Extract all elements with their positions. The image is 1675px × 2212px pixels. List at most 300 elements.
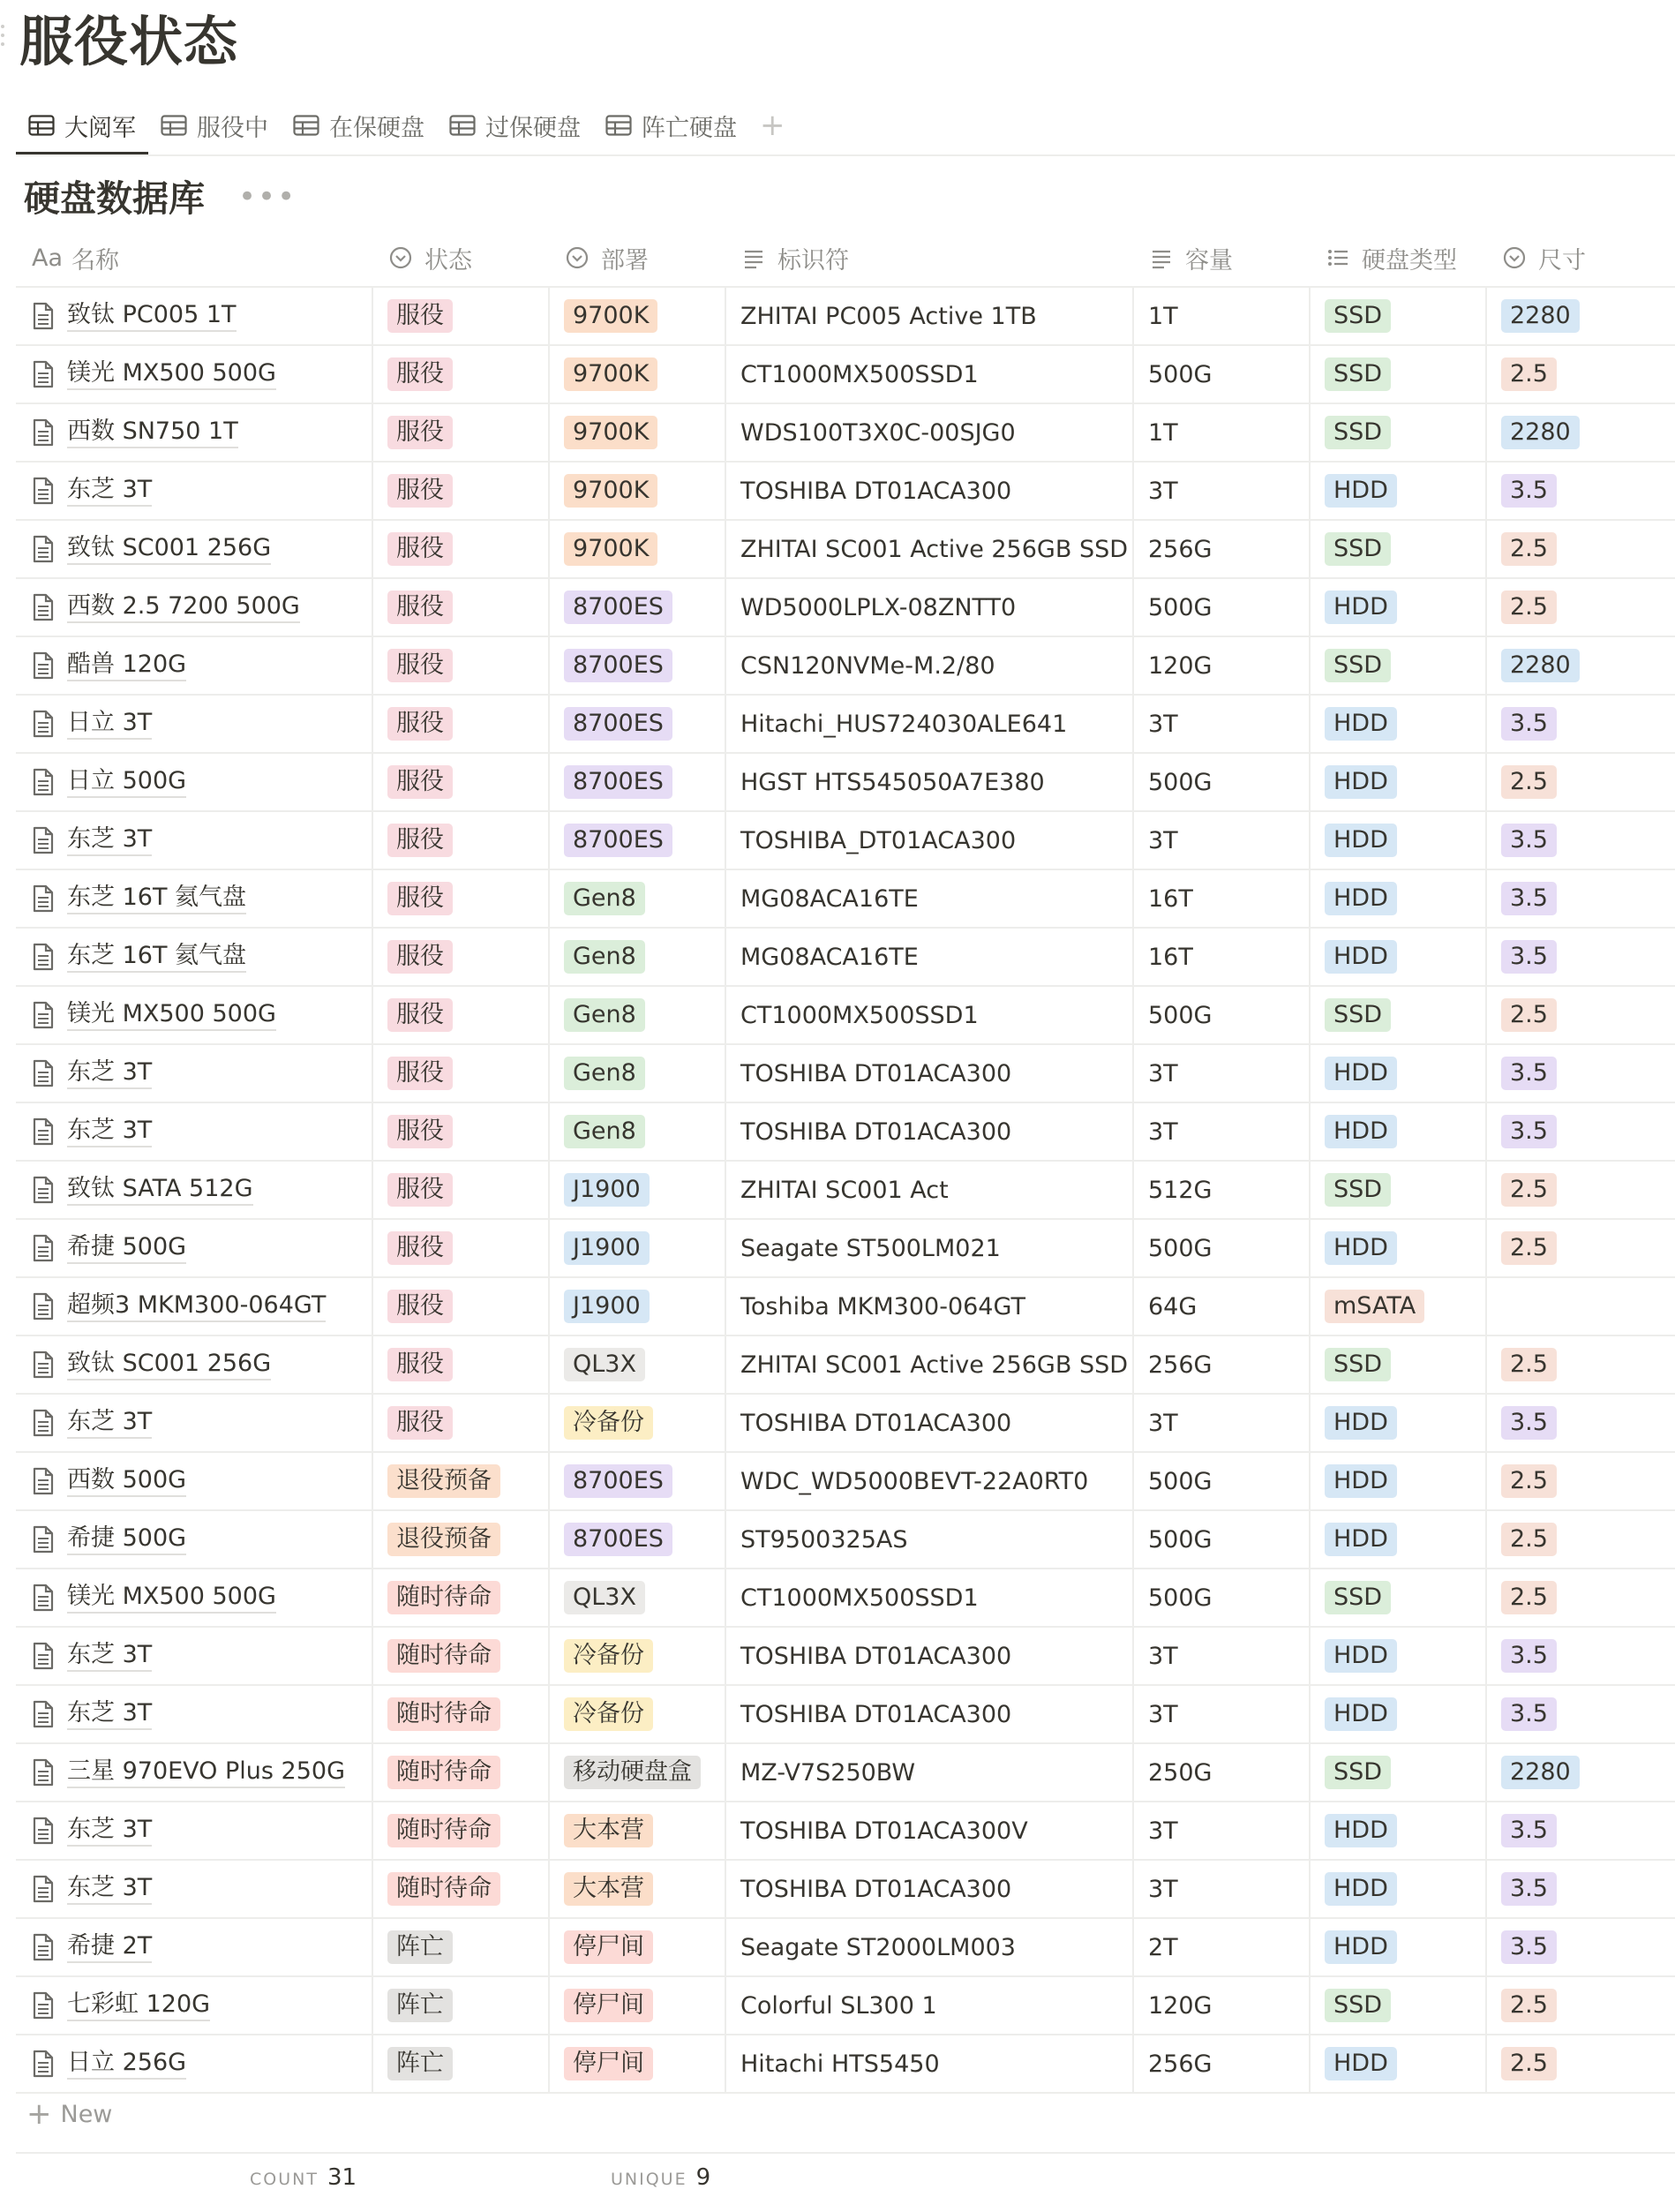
disk-type-cell[interactable] xyxy=(1311,1569,1487,1626)
column-header-name[interactable] xyxy=(16,229,373,286)
name-cell[interactable] xyxy=(16,2035,373,2092)
state-cell[interactable] xyxy=(373,1861,550,1917)
size-cell[interactable] xyxy=(1487,754,1675,810)
table-row[interactable] xyxy=(16,696,1675,754)
state-cell[interactable] xyxy=(373,696,550,752)
deploy-cell[interactable] xyxy=(550,1103,726,1160)
identifier-cell[interactable] xyxy=(726,346,1134,403)
column-header-size[interactable] xyxy=(1487,229,1675,286)
identifier-cell[interactable] xyxy=(726,2035,1134,2092)
deploy-cell[interactable] xyxy=(550,1395,726,1451)
identifier-cell[interactable] xyxy=(726,463,1134,519)
table-row[interactable] xyxy=(16,579,1675,637)
table-row[interactable] xyxy=(16,1395,1675,1453)
disk-type-cell[interactable] xyxy=(1311,987,1487,1043)
size-cell[interactable] xyxy=(1487,1220,1675,1276)
name-cell[interactable] xyxy=(16,812,373,869)
name-cell[interactable] xyxy=(16,1103,373,1160)
table-row[interactable] xyxy=(16,929,1675,987)
disk-type-cell[interactable] xyxy=(1311,1278,1487,1335)
capacity-cell[interactable] xyxy=(1134,637,1311,694)
table-row[interactable] xyxy=(16,404,1675,463)
state-cell[interactable] xyxy=(373,346,550,403)
row-name-link[interactable]: 东芝 16T 氦气盘 xyxy=(67,942,246,973)
name-cell[interactable] xyxy=(16,1511,373,1568)
disk-type-cell[interactable] xyxy=(1311,1162,1487,1218)
state-cell[interactable] xyxy=(373,987,550,1043)
state-cell[interactable] xyxy=(373,1220,550,1276)
deploy-cell-tag: Gen8 xyxy=(564,940,645,974)
row-name-link[interactable]: 东芝 3T xyxy=(67,1058,152,1089)
size-cell[interactable] xyxy=(1487,1569,1675,1626)
deploy-cell[interactable] xyxy=(550,1744,726,1801)
capacity-cell[interactable] xyxy=(1134,288,1311,344)
capacity-cell[interactable] xyxy=(1134,1162,1311,1218)
capacity-cell[interactable] xyxy=(1134,696,1311,752)
name-cell[interactable] xyxy=(16,1336,373,1393)
table-row[interactable] xyxy=(16,1861,1675,1919)
column-header-identifier[interactable] xyxy=(726,229,1134,286)
identifier-cell[interactable] xyxy=(726,637,1134,694)
identifier-cell[interactable] xyxy=(726,812,1134,869)
capacity-cell[interactable] xyxy=(1134,1744,1311,1801)
drag-handle-dots[interactable] xyxy=(0,21,5,56)
capacity-cell[interactable] xyxy=(1134,812,1311,869)
identifier-cell[interactable] xyxy=(726,1861,1134,1917)
deploy-cell[interactable] xyxy=(550,870,726,927)
row-name-link[interactable]: 致钛 SC001 256G xyxy=(67,1350,271,1381)
disk-type-cell[interactable] xyxy=(1311,696,1487,752)
identifier-cell[interactable] xyxy=(726,1628,1134,1684)
size-cell[interactable] xyxy=(1487,1395,1675,1451)
name-cell[interactable] xyxy=(16,696,373,752)
disk-type-cell[interactable] xyxy=(1311,1220,1487,1276)
table-row[interactable] xyxy=(16,1511,1675,1569)
size-cell[interactable] xyxy=(1487,1861,1675,1917)
disk-type-cell[interactable] xyxy=(1311,1103,1487,1160)
ellipsis-icon[interactable]: ••• xyxy=(238,179,297,214)
size-cell[interactable] xyxy=(1487,1977,1675,2034)
identifier-cell[interactable] xyxy=(726,1103,1134,1160)
identifier-cell[interactable] xyxy=(726,579,1134,636)
identifier-cell[interactable] xyxy=(726,1278,1134,1335)
state-cell[interactable] xyxy=(373,754,550,810)
row-name-link[interactable]: 西数 SN750 1T xyxy=(67,418,238,448)
add-view-plus-icon[interactable]: + xyxy=(760,108,785,143)
deploy-cell[interactable] xyxy=(550,1919,726,1975)
state-cell[interactable] xyxy=(373,1045,550,1102)
capacity-cell[interactable] xyxy=(1134,1861,1311,1917)
table-row[interactable] xyxy=(16,754,1675,812)
capacity-cell[interactable] xyxy=(1134,1628,1311,1684)
deploy-cell[interactable] xyxy=(550,1336,726,1393)
state-cell[interactable] xyxy=(373,1511,550,1568)
row-name-link[interactable]: 西数 500G xyxy=(67,1466,186,1497)
identifier-cell[interactable] xyxy=(726,696,1134,752)
disk-type-cell[interactable] xyxy=(1311,754,1487,810)
table-row[interactable] xyxy=(16,1220,1675,1278)
size-cell[interactable] xyxy=(1487,696,1675,752)
size-cell[interactable] xyxy=(1487,1278,1675,1335)
size-cell[interactable] xyxy=(1487,1919,1675,1975)
identifier-cell[interactable] xyxy=(726,1045,1134,1102)
disk-type-cell[interactable] xyxy=(1311,1045,1487,1102)
table-row[interactable] xyxy=(16,1336,1675,1395)
state-cell[interactable] xyxy=(373,637,550,694)
deploy-cell[interactable] xyxy=(550,1686,726,1742)
state-cell[interactable] xyxy=(373,1569,550,1626)
deploy-cell[interactable] xyxy=(550,579,726,636)
state-cell[interactable] xyxy=(373,1278,550,1335)
table-row[interactable] xyxy=(16,1628,1675,1686)
capacity-cell[interactable] xyxy=(1134,1919,1311,1975)
new-row-button[interactable] xyxy=(26,2096,112,2132)
tab-view-5[interactable] xyxy=(593,102,749,149)
state-cell[interactable] xyxy=(373,1686,550,1742)
state-cell[interactable] xyxy=(373,1453,550,1509)
identifier-cell[interactable] xyxy=(726,1919,1134,1975)
column-header-state[interactable] xyxy=(373,229,550,286)
deploy-cell[interactable] xyxy=(550,1162,726,1218)
state-cell[interactable] xyxy=(373,288,550,344)
row-name-link[interactable]: 希捷 500G xyxy=(67,1233,186,1264)
state-cell[interactable] xyxy=(373,1628,550,1684)
column-header-deploy[interactable] xyxy=(550,229,726,286)
deploy-cell[interactable] xyxy=(550,346,726,403)
name-cell[interactable] xyxy=(16,929,373,985)
state-cell[interactable] xyxy=(373,404,550,461)
name-cell[interactable] xyxy=(16,1686,373,1742)
table-row[interactable] xyxy=(16,812,1675,870)
table-row[interactable] xyxy=(16,1569,1675,1628)
capacity-cell[interactable] xyxy=(1134,1278,1311,1335)
disk-type-cell[interactable] xyxy=(1311,346,1487,403)
capacity-cell[interactable] xyxy=(1134,1395,1311,1451)
row-name-link[interactable]: 东芝 3T xyxy=(67,1641,152,1672)
capacity-cell[interactable] xyxy=(1134,521,1311,577)
disk-type-cell[interactable] xyxy=(1311,288,1487,344)
deploy-cell[interactable] xyxy=(550,1861,726,1917)
capacity-cell[interactable] xyxy=(1134,1511,1311,1568)
name-cell[interactable] xyxy=(16,637,373,694)
size-cell[interactable] xyxy=(1487,870,1675,927)
unique-calculation[interactable] xyxy=(611,2164,710,2191)
size-cell[interactable] xyxy=(1487,1103,1675,1160)
state-cell[interactable] xyxy=(373,812,550,869)
capacity-cell[interactable] xyxy=(1134,1336,1311,1393)
state-cell[interactable] xyxy=(373,1336,550,1393)
size-cell[interactable] xyxy=(1487,288,1675,344)
table-row[interactable] xyxy=(16,2035,1675,2094)
row-name-link[interactable]: 镁光 MX500 500G xyxy=(67,359,276,390)
tab-view-3[interactable] xyxy=(281,102,437,149)
table-row[interactable] xyxy=(16,1686,1675,1744)
deploy-cell[interactable] xyxy=(550,521,726,577)
name-cell[interactable] xyxy=(16,1162,373,1218)
capacity-cell[interactable] xyxy=(1134,346,1311,403)
row-name-link[interactable]: 东芝 3T xyxy=(67,1699,152,1730)
state-cell[interactable] xyxy=(373,1395,550,1451)
name-cell[interactable] xyxy=(16,288,373,344)
state-cell[interactable] xyxy=(373,579,550,636)
deploy-cell[interactable] xyxy=(550,404,726,461)
size-cell[interactable] xyxy=(1487,1453,1675,1509)
name-cell[interactable] xyxy=(16,1802,373,1859)
size-cell[interactable] xyxy=(1487,2035,1675,2092)
identifier-cell[interactable] xyxy=(726,1453,1134,1509)
disk-type-cell[interactable] xyxy=(1311,929,1487,985)
identifier-cell[interactable] xyxy=(726,1744,1134,1801)
tab-view-1[interactable] xyxy=(16,102,148,149)
capacity-cell[interactable] xyxy=(1134,1569,1311,1626)
capacity-cell[interactable] xyxy=(1134,2035,1311,2092)
size-cell-tag: 2.5 xyxy=(1501,357,1557,391)
row-name-link[interactable]: 致钛 PC005 1T xyxy=(67,301,237,332)
row-name-link[interactable]: 日立 500G xyxy=(67,767,186,798)
size-cell[interactable] xyxy=(1487,929,1675,985)
state-cell[interactable] xyxy=(373,1919,550,1975)
row-name-link[interactable]: 酷兽 120G xyxy=(67,651,186,681)
column-header-capacity[interactable] xyxy=(1134,229,1311,286)
size-cell[interactable] xyxy=(1487,346,1675,403)
name-cell[interactable] xyxy=(16,1220,373,1276)
disk-type-cell[interactable] xyxy=(1311,404,1487,461)
disk-type-cell[interactable] xyxy=(1311,1861,1487,1917)
deploy-cell[interactable] xyxy=(550,2035,726,2092)
deploy-cell[interactable] xyxy=(550,1977,726,2034)
identifier-cell[interactable] xyxy=(726,1162,1134,1218)
identifier-cell[interactable] xyxy=(726,1336,1134,1393)
row-name-link[interactable]: 三星 970EVO Plus 250G xyxy=(67,1757,345,1788)
row-name-link[interactable]: 西数 2.5 7200 500G xyxy=(67,592,300,623)
name-cell[interactable] xyxy=(16,1919,373,1975)
size-cell[interactable] xyxy=(1487,637,1675,694)
row-name-link[interactable]: 致钛 SATA 512G xyxy=(67,1175,253,1206)
size-cell[interactable] xyxy=(1487,812,1675,869)
identifier-cell[interactable] xyxy=(726,1569,1134,1626)
size-cell[interactable] xyxy=(1487,1336,1675,1393)
table-row[interactable] xyxy=(16,346,1675,404)
state-cell[interactable] xyxy=(373,870,550,927)
table-row[interactable] xyxy=(16,1977,1675,2035)
disk-type-cell[interactable] xyxy=(1311,521,1487,577)
deploy-cell[interactable] xyxy=(550,929,726,985)
disk-type-cell[interactable] xyxy=(1311,870,1487,927)
disk-type-cell[interactable] xyxy=(1311,1802,1487,1859)
name-cell[interactable] xyxy=(16,346,373,403)
identifier-cell[interactable] xyxy=(726,1220,1134,1276)
disk-type-cell[interactable] xyxy=(1311,579,1487,636)
size-cell[interactable] xyxy=(1487,521,1675,577)
name-cell[interactable] xyxy=(16,521,373,577)
tab-view-2[interactable] xyxy=(148,102,281,149)
name-cell[interactable] xyxy=(16,754,373,810)
row-name-link[interactable]: 镁光 MX500 500G xyxy=(67,1583,276,1614)
disk-type-cell[interactable] xyxy=(1311,1686,1487,1742)
disk-type-cell[interactable] xyxy=(1311,1336,1487,1393)
name-cell[interactable] xyxy=(16,1977,373,2034)
table-row[interactable] xyxy=(16,288,1675,346)
name-cell[interactable] xyxy=(16,870,373,927)
deploy-cell[interactable] xyxy=(550,1045,726,1102)
capacity-cell[interactable] xyxy=(1134,1045,1311,1102)
row-name-link[interactable]: 希捷 500G xyxy=(67,1524,186,1555)
disk-type-cell[interactable] xyxy=(1311,1511,1487,1568)
deploy-cell[interactable] xyxy=(550,288,726,344)
capacity-cell[interactable] xyxy=(1134,1103,1311,1160)
size-cell[interactable] xyxy=(1487,1045,1675,1102)
size-cell[interactable] xyxy=(1487,1511,1675,1568)
disk-type-cell[interactable] xyxy=(1311,812,1487,869)
row-name-link[interactable]: 希捷 2T xyxy=(67,1932,152,1963)
size-cell[interactable] xyxy=(1487,1744,1675,1801)
state-cell[interactable] xyxy=(373,1162,550,1218)
size-cell[interactable] xyxy=(1487,1686,1675,1742)
table-row[interactable] xyxy=(16,463,1675,521)
size-cell[interactable] xyxy=(1487,463,1675,519)
identifier-cell[interactable] xyxy=(726,521,1134,577)
capacity-cell[interactable] xyxy=(1134,987,1311,1043)
identifier-cell[interactable] xyxy=(726,1686,1134,1742)
name-cell[interactable] xyxy=(16,1278,373,1335)
size-cell[interactable] xyxy=(1487,987,1675,1043)
table-row[interactable] xyxy=(16,1278,1675,1336)
deploy-cell[interactable] xyxy=(550,1220,726,1276)
table-row[interactable] xyxy=(16,1045,1675,1103)
size-cell[interactable] xyxy=(1487,579,1675,636)
capacity-cell[interactable] xyxy=(1134,870,1311,927)
identifier-cell[interactable] xyxy=(726,929,1134,985)
table-row[interactable] xyxy=(16,1919,1675,1977)
column-header-disk-type[interactable] xyxy=(1311,229,1487,286)
identifier-cell[interactable] xyxy=(726,1802,1134,1859)
capacity-cell[interactable] xyxy=(1134,1977,1311,2034)
identifier-cell[interactable] xyxy=(726,987,1134,1043)
deploy-cell[interactable] xyxy=(550,987,726,1043)
table-row[interactable] xyxy=(16,987,1675,1045)
deploy-cell[interactable] xyxy=(550,754,726,810)
size-cell[interactable] xyxy=(1487,1162,1675,1218)
row-name-link[interactable]: 超频3 MKM300-064GT xyxy=(67,1291,326,1322)
state-cell[interactable] xyxy=(373,463,550,519)
identifier-cell[interactable] xyxy=(726,1395,1134,1451)
table-row[interactable] xyxy=(16,521,1675,579)
deploy-cell[interactable] xyxy=(550,1569,726,1626)
deploy-cell[interactable] xyxy=(550,1453,726,1509)
disk-type-cell[interactable] xyxy=(1311,1453,1487,1509)
name-cell[interactable] xyxy=(16,987,373,1043)
table-row[interactable] xyxy=(16,1802,1675,1861)
deploy-cell[interactable] xyxy=(550,696,726,752)
capacity-cell[interactable] xyxy=(1134,1802,1311,1859)
row-name-link[interactable]: 日立 3T xyxy=(67,709,152,740)
identifier-cell[interactable] xyxy=(726,870,1134,927)
size-cell[interactable] xyxy=(1487,1628,1675,1684)
disk-type-cell[interactable] xyxy=(1311,463,1487,519)
row-name-link[interactable]: 东芝 3T xyxy=(67,825,152,856)
identifier-cell[interactable] xyxy=(726,404,1134,461)
table-row[interactable] xyxy=(16,870,1675,929)
row-name-link[interactable]: 东芝 3T xyxy=(67,476,152,507)
row-name-link[interactable]: 致钛 SC001 256G xyxy=(67,534,271,565)
size-cell[interactable] xyxy=(1487,404,1675,461)
row-name-link[interactable]: 日立 256G xyxy=(67,2049,186,2080)
table-row[interactable] xyxy=(16,637,1675,696)
name-cell[interactable] xyxy=(16,463,373,519)
disk-type-cell[interactable] xyxy=(1311,1744,1487,1801)
table-row[interactable] xyxy=(16,1744,1675,1802)
count-calculation[interactable] xyxy=(250,2164,357,2191)
state-cell[interactable] xyxy=(373,1977,550,2034)
disk-type-cell[interactable] xyxy=(1311,1628,1487,1684)
name-cell[interactable] xyxy=(16,1569,373,1626)
state-cell[interactable] xyxy=(373,521,550,577)
disk-type-cell[interactable] xyxy=(1311,1395,1487,1451)
row-name-link[interactable]: 东芝 16T 氦气盘 xyxy=(67,884,246,914)
name-cell[interactable] xyxy=(16,579,373,636)
tab-view-4[interactable] xyxy=(437,102,593,149)
state-cell[interactable] xyxy=(373,2035,550,2092)
name-cell[interactable] xyxy=(16,1395,373,1451)
deploy-cell[interactable] xyxy=(550,1511,726,1568)
row-name-link[interactable]: 东芝 3T xyxy=(67,1816,152,1847)
deploy-cell[interactable] xyxy=(550,637,726,694)
row-name-link[interactable]: 镁光 MX500 500G xyxy=(67,1000,276,1031)
disk-type-cell-tag: HDD xyxy=(1325,707,1397,741)
state-cell[interactable] xyxy=(373,929,550,985)
identifier-cell[interactable] xyxy=(726,754,1134,810)
deploy-cell[interactable] xyxy=(550,1278,726,1335)
capacity-cell[interactable] xyxy=(1134,929,1311,985)
identifier-cell[interactable] xyxy=(726,1977,1134,2034)
row-name-link[interactable]: 七彩虹 120G xyxy=(67,1990,210,2021)
deploy-cell[interactable] xyxy=(550,1628,726,1684)
state-cell[interactable] xyxy=(373,1802,550,1859)
deploy-cell[interactable] xyxy=(550,463,726,519)
capacity-cell[interactable] xyxy=(1134,1220,1311,1276)
state-cell[interactable] xyxy=(373,1744,550,1801)
disk-type-cell[interactable] xyxy=(1311,1977,1487,2034)
name-cell[interactable] xyxy=(16,404,373,461)
capacity-cell[interactable] xyxy=(1134,463,1311,519)
disk-type-cell[interactable] xyxy=(1311,2035,1487,2092)
name-cell[interactable] xyxy=(16,1453,373,1509)
identifier-cell[interactable] xyxy=(726,288,1134,344)
state-cell[interactable] xyxy=(373,1103,550,1160)
disk-type-cell[interactable] xyxy=(1311,1919,1487,1975)
row-name-link[interactable]: 东芝 3T xyxy=(67,1408,152,1439)
disk-type-cell[interactable] xyxy=(1311,637,1487,694)
deploy-cell[interactable] xyxy=(550,812,726,869)
table-row[interactable] xyxy=(16,1162,1675,1220)
name-cell[interactable] xyxy=(16,1861,373,1917)
deploy-cell[interactable] xyxy=(550,1802,726,1859)
table-row[interactable] xyxy=(16,1103,1675,1162)
capacity-cell[interactable] xyxy=(1134,579,1311,636)
name-cell[interactable] xyxy=(16,1628,373,1684)
table-row[interactable] xyxy=(16,1453,1675,1511)
row-name-link[interactable]: 东芝 3T xyxy=(67,1874,152,1905)
row-name-link[interactable]: 东芝 3T xyxy=(67,1117,152,1147)
size-cell[interactable] xyxy=(1487,1802,1675,1859)
name-cell[interactable] xyxy=(16,1744,373,1801)
name-cell[interactable] xyxy=(16,1045,373,1102)
capacity-cell[interactable] xyxy=(1134,404,1311,461)
capacity-cell[interactable] xyxy=(1134,1453,1311,1509)
capacity-cell[interactable] xyxy=(1134,754,1311,810)
capacity-cell[interactable] xyxy=(1134,1686,1311,1742)
identifier-cell[interactable] xyxy=(726,1511,1134,1568)
